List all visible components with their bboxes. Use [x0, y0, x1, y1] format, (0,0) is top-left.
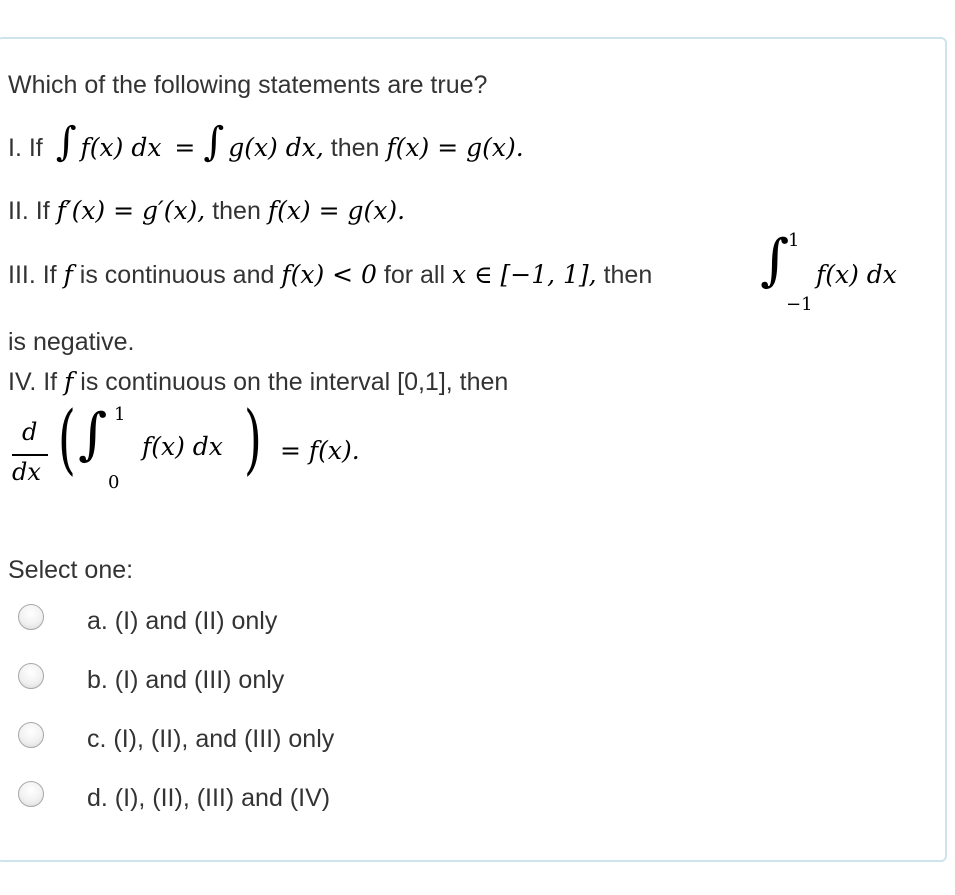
statement-4-prefix: IV. If — [8, 368, 58, 396]
statement-3-domain: x ∈ [−1, 1], — [452, 260, 597, 289]
integral-symbol: ∫ — [55, 119, 77, 166]
statement-1-lhs: f(x) dx — [80, 133, 162, 162]
statement-2-prefix: II. If — [8, 197, 50, 225]
statement-1-then: then — [330, 134, 380, 162]
upper-limit: 1 — [114, 404, 126, 425]
statement-3 — [8, 260, 652, 290]
left-parenthesis: ( — [58, 394, 76, 483]
statement-2-conclusion: f(x) = g(x). — [267, 196, 406, 225]
radio-option-a[interactable] — [18, 604, 44, 630]
statement-1 — [8, 119, 524, 166]
fraction-bar — [12, 454, 48, 456]
option-d-label[interactable]: d. (I), (II), (III) and (IV) — [87, 784, 331, 812]
statement-1-conclusion: f(x) = g(x). — [386, 133, 524, 162]
integral-symbol: ∫ — [203, 119, 225, 166]
radio-option-d[interactable] — [18, 781, 44, 807]
lower-limit: −1 — [786, 294, 813, 315]
right-parenthesis: ) — [244, 394, 262, 483]
radio-option-c[interactable] — [18, 722, 44, 748]
integrand: f(x) dx — [816, 260, 897, 289]
statement-4-formula — [58, 394, 418, 510]
statement-3-text-a: is continuous and — [79, 261, 275, 289]
statement-1-equals: = — [174, 133, 196, 162]
derivative-denominator: dx — [12, 458, 41, 486]
derivative-numerator: d — [22, 418, 38, 446]
integral-symbol: ∫ — [78, 402, 108, 467]
statement-3-then: then — [603, 261, 653, 289]
question-prompt: Which of the following statements are true? — [8, 71, 488, 99]
radio-option-b[interactable] — [18, 663, 44, 689]
statement-3-integral — [760, 228, 920, 318]
statement-3-prefix: III. If — [8, 261, 57, 289]
statement-2 — [8, 196, 405, 226]
statement-1-prefix: I. If — [8, 134, 43, 162]
statement-4 — [8, 367, 508, 397]
option-a-label[interactable]: a. (I) and (II) only — [87, 607, 278, 635]
statement-2-then: then — [212, 197, 261, 225]
upper-limit: 1 — [788, 230, 800, 251]
statement-4-result: = f(x). — [280, 436, 360, 465]
statement-2-hypothesis: f′(x) = g′(x), — [56, 196, 206, 225]
statement-4-text: is continuous on the interval [0,1], then — [80, 368, 509, 396]
option-c-label[interactable]: c. (I), (II), and (III) only — [87, 725, 335, 753]
lower-limit: 0 — [108, 472, 120, 493]
statement-3-f: f — [63, 260, 73, 289]
integrand: f(x) dx — [142, 432, 223, 461]
statement-1-rhs: g(x) dx, — [228, 133, 324, 162]
statement-4-f: f — [64, 367, 74, 396]
statement-3-continuation: is negative. — [8, 328, 135, 356]
derivative-operator — [10, 418, 50, 492]
select-one-label: Select one: — [8, 556, 134, 584]
option-b-label[interactable]: b. (I) and (III) only — [87, 666, 285, 694]
statement-3-text-b: for all — [383, 261, 446, 289]
integral-symbol: ∫ — [760, 228, 790, 293]
statement-3-condition: f(x) < 0 — [281, 260, 377, 289]
